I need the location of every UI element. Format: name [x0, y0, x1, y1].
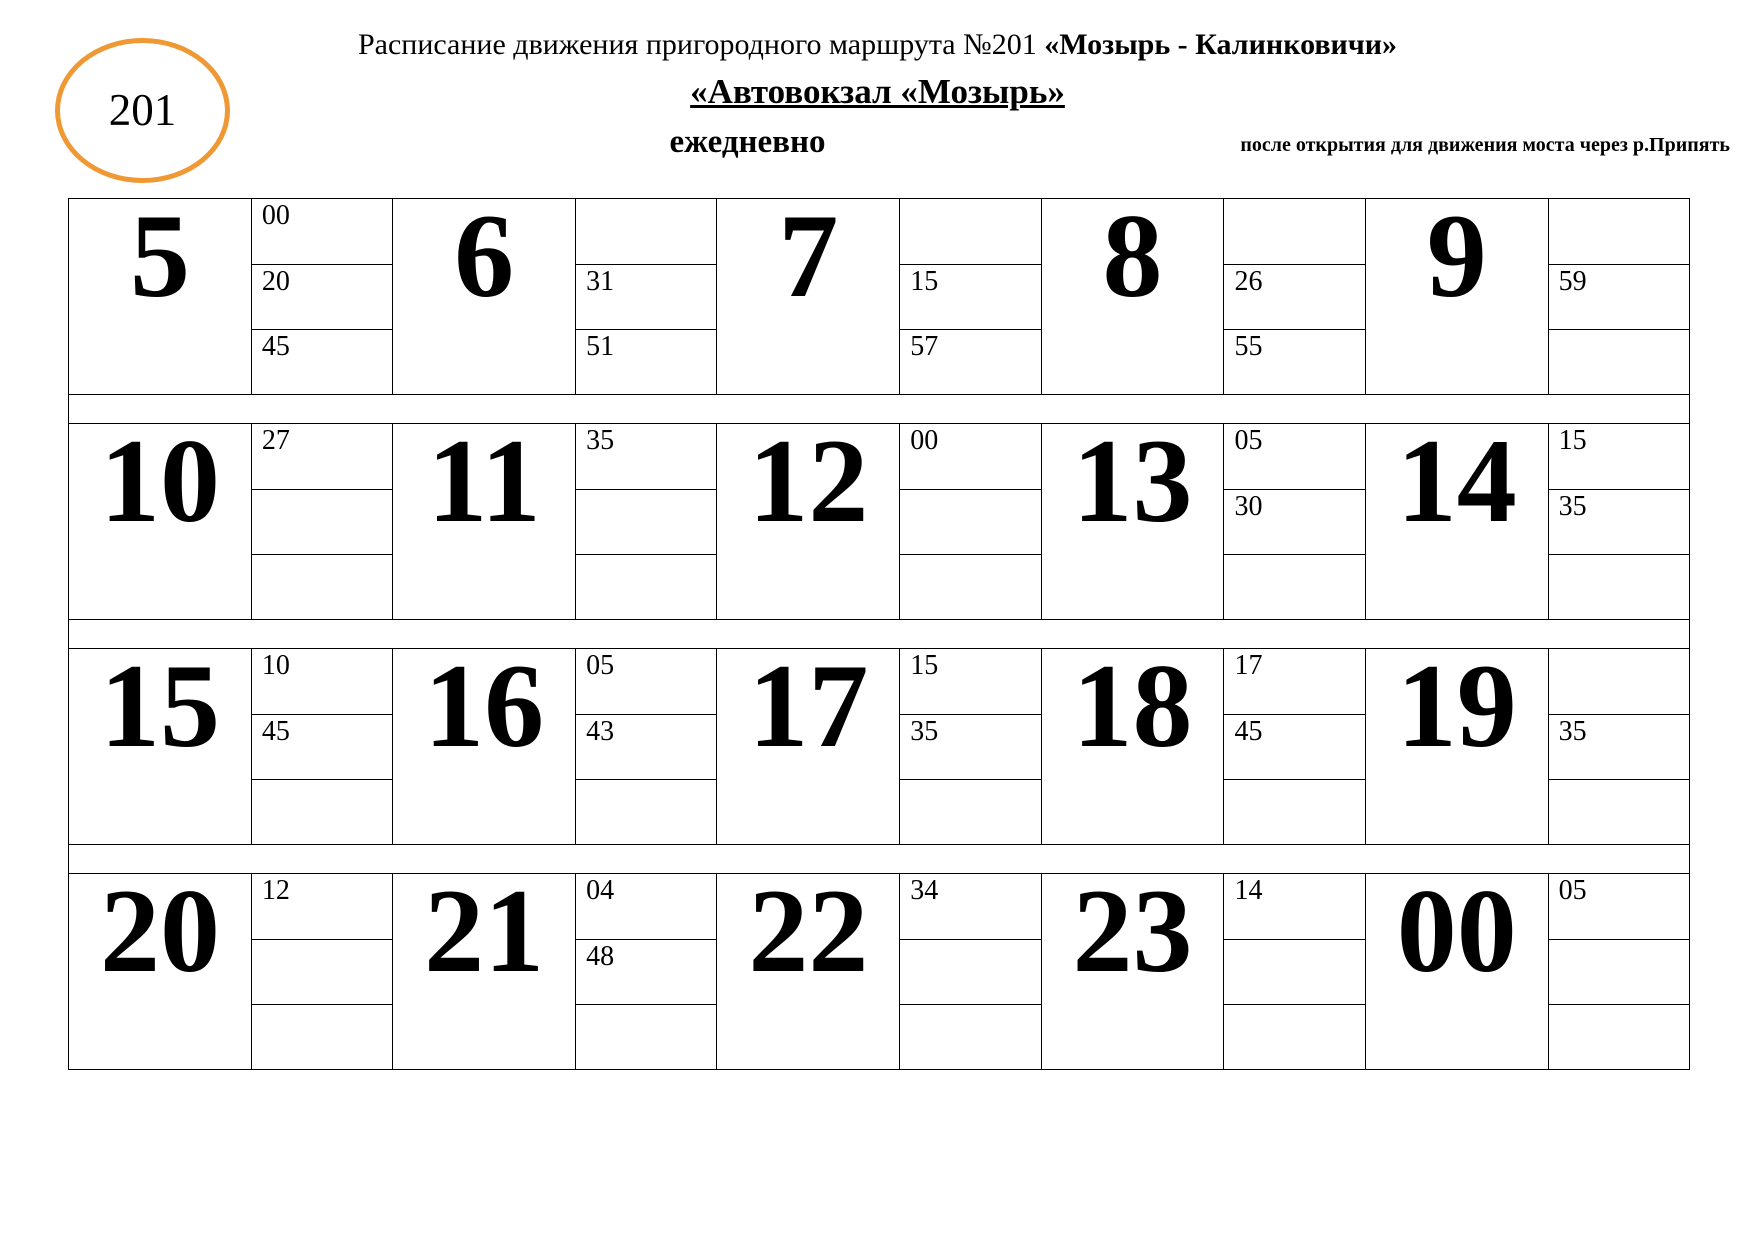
minute-slot — [900, 554, 1040, 619]
table-row — [69, 199, 1690, 395]
hour-cell: 21 — [393, 874, 576, 1070]
minute-slot: 35 — [900, 714, 1040, 779]
minute-slot — [252, 779, 392, 844]
minutes-cell — [251, 424, 392, 620]
minute-slot: 35 — [1549, 489, 1689, 554]
minute-slot: 15 — [900, 264, 1040, 329]
bridge-note: после открытия для движения моста через р.Припять — [1240, 134, 1730, 156]
minutes-cell — [900, 874, 1041, 1070]
minute-slot: 05 — [576, 649, 716, 714]
schedule-title-route: «Мозырь - Калинковичи» — [1044, 28, 1398, 61]
minutes-cell — [576, 874, 717, 1070]
hour-cell: 9 — [1365, 199, 1548, 395]
minutes-cell — [1224, 649, 1365, 845]
minute-slot — [1549, 939, 1689, 1004]
minute-slot — [1224, 1004, 1364, 1069]
minutes-cell — [900, 199, 1041, 395]
minute-slot: 05 — [1224, 424, 1364, 489]
schedule-title — [0, 28, 1755, 62]
minute-slot: 04 — [576, 874, 716, 939]
minute-slot — [1224, 199, 1364, 264]
page-header — [0, 0, 1755, 195]
frequency-label: ежедневно — [669, 124, 826, 160]
hour-cell: 22 — [717, 874, 900, 1070]
minute-slot: 48 — [576, 939, 716, 1004]
minute-slot: 00 — [252, 199, 392, 264]
hour-cell: 6 — [393, 199, 576, 395]
table-row — [69, 649, 1690, 845]
minute-slot — [900, 1004, 1040, 1069]
hour-cell: 15 — [69, 649, 252, 845]
table-row — [69, 424, 1690, 620]
hour-cell: 23 — [1041, 874, 1224, 1070]
minutes-cell — [1224, 424, 1365, 620]
table-row — [69, 874, 1690, 1070]
minutes-cell — [576, 199, 717, 395]
minute-slot: 51 — [586, 330, 615, 362]
minutes-cell — [1548, 424, 1689, 620]
minutes-cell — [1224, 199, 1365, 395]
minute-slot: 31 — [576, 264, 716, 329]
minute-slot — [900, 779, 1040, 844]
minute-slot — [900, 939, 1040, 1004]
minute-slot — [900, 199, 1040, 264]
minute-slot: 26 — [1224, 264, 1364, 329]
minutes-cell — [576, 649, 717, 845]
minute-slot: 55 — [1234, 330, 1263, 362]
minute-slot: 35 — [1549, 714, 1689, 779]
hour-cell: 12 — [717, 424, 900, 620]
minute-slot: 15 — [1549, 424, 1689, 489]
minute-slot — [252, 1004, 392, 1069]
minutes-cell — [1548, 649, 1689, 845]
minutes-cell — [576, 424, 717, 620]
minutes-cell — [1224, 874, 1365, 1070]
hour-cell: 11 — [393, 424, 576, 620]
hour-cell: 20 — [69, 874, 252, 1070]
schedule-title-prefix: Расписание движения пригородного маршрута №201 — [357, 28, 1045, 61]
minute-slot: 45 — [252, 714, 392, 779]
minute-slot — [252, 489, 392, 554]
minutes-cell — [900, 649, 1041, 845]
hour-cell: 5 — [69, 199, 252, 395]
station-name: «Автовокзал «Мозырь» — [690, 72, 1065, 111]
hour-cell: 17 — [717, 649, 900, 845]
minutes-cell — [251, 199, 392, 395]
minute-slot — [576, 1004, 716, 1069]
minutes-cell — [1548, 874, 1689, 1070]
minute-slot: 15 — [900, 649, 1040, 714]
minute-slot: 10 — [252, 649, 392, 714]
minutes-cell — [900, 424, 1041, 620]
minute-slot — [900, 489, 1040, 554]
minute-slot: 30 — [1224, 489, 1364, 554]
minute-slot: 57 — [910, 330, 939, 362]
minute-slot — [576, 199, 716, 264]
minute-slot — [252, 939, 392, 1004]
minutes-cell — [1548, 199, 1689, 395]
minute-slot: 34 — [900, 874, 1040, 939]
minute-slot: 35 — [576, 424, 716, 489]
minute-slot: 45 — [1224, 714, 1364, 779]
title-block — [0, 0, 1755, 164]
hour-cell: 8 — [1041, 199, 1224, 395]
minute-slot — [1549, 1004, 1689, 1069]
minute-slot: 20 — [252, 264, 392, 329]
minutes-cell — [251, 649, 392, 845]
minute-slot — [1549, 329, 1689, 394]
hour-cell: 19 — [1365, 649, 1548, 845]
hour-cell: 13 — [1041, 424, 1224, 620]
hour-cell: 14 — [1365, 424, 1548, 620]
minute-slot: 27 — [252, 424, 392, 489]
hour-cell: 16 — [393, 649, 576, 845]
minute-slot: 12 — [252, 874, 392, 939]
minute-slot — [1549, 554, 1689, 619]
minute-slot — [1224, 554, 1364, 619]
minute-slot — [1549, 779, 1689, 844]
hour-cell: 00 — [1365, 874, 1548, 1070]
minute-slot — [576, 554, 716, 619]
minute-slot: 17 — [1224, 649, 1364, 714]
route-number-label: 201 — [108, 85, 177, 135]
minute-slot — [252, 554, 392, 619]
minute-slot — [1224, 939, 1364, 1004]
frequency-row — [0, 124, 1755, 164]
minute-slot — [576, 489, 716, 554]
minute-slot: 05 — [1549, 874, 1689, 939]
minutes-cell — [251, 874, 392, 1070]
minute-slot: 14 — [1224, 874, 1364, 939]
minute-slot: 59 — [1549, 264, 1689, 329]
minute-slot — [1224, 779, 1364, 844]
minute-slot — [1549, 649, 1689, 714]
minute-slot — [576, 779, 716, 844]
minute-slot: 43 — [576, 714, 716, 779]
schedule-table — [68, 189, 1690, 1070]
hour-cell: 7 — [717, 199, 900, 395]
hour-cell: 10 — [69, 424, 252, 620]
minute-slot: 00 — [900, 424, 1040, 489]
minute-slot — [1549, 199, 1689, 264]
minute-slot: 45 — [261, 330, 290, 362]
hour-cell: 18 — [1041, 649, 1224, 845]
